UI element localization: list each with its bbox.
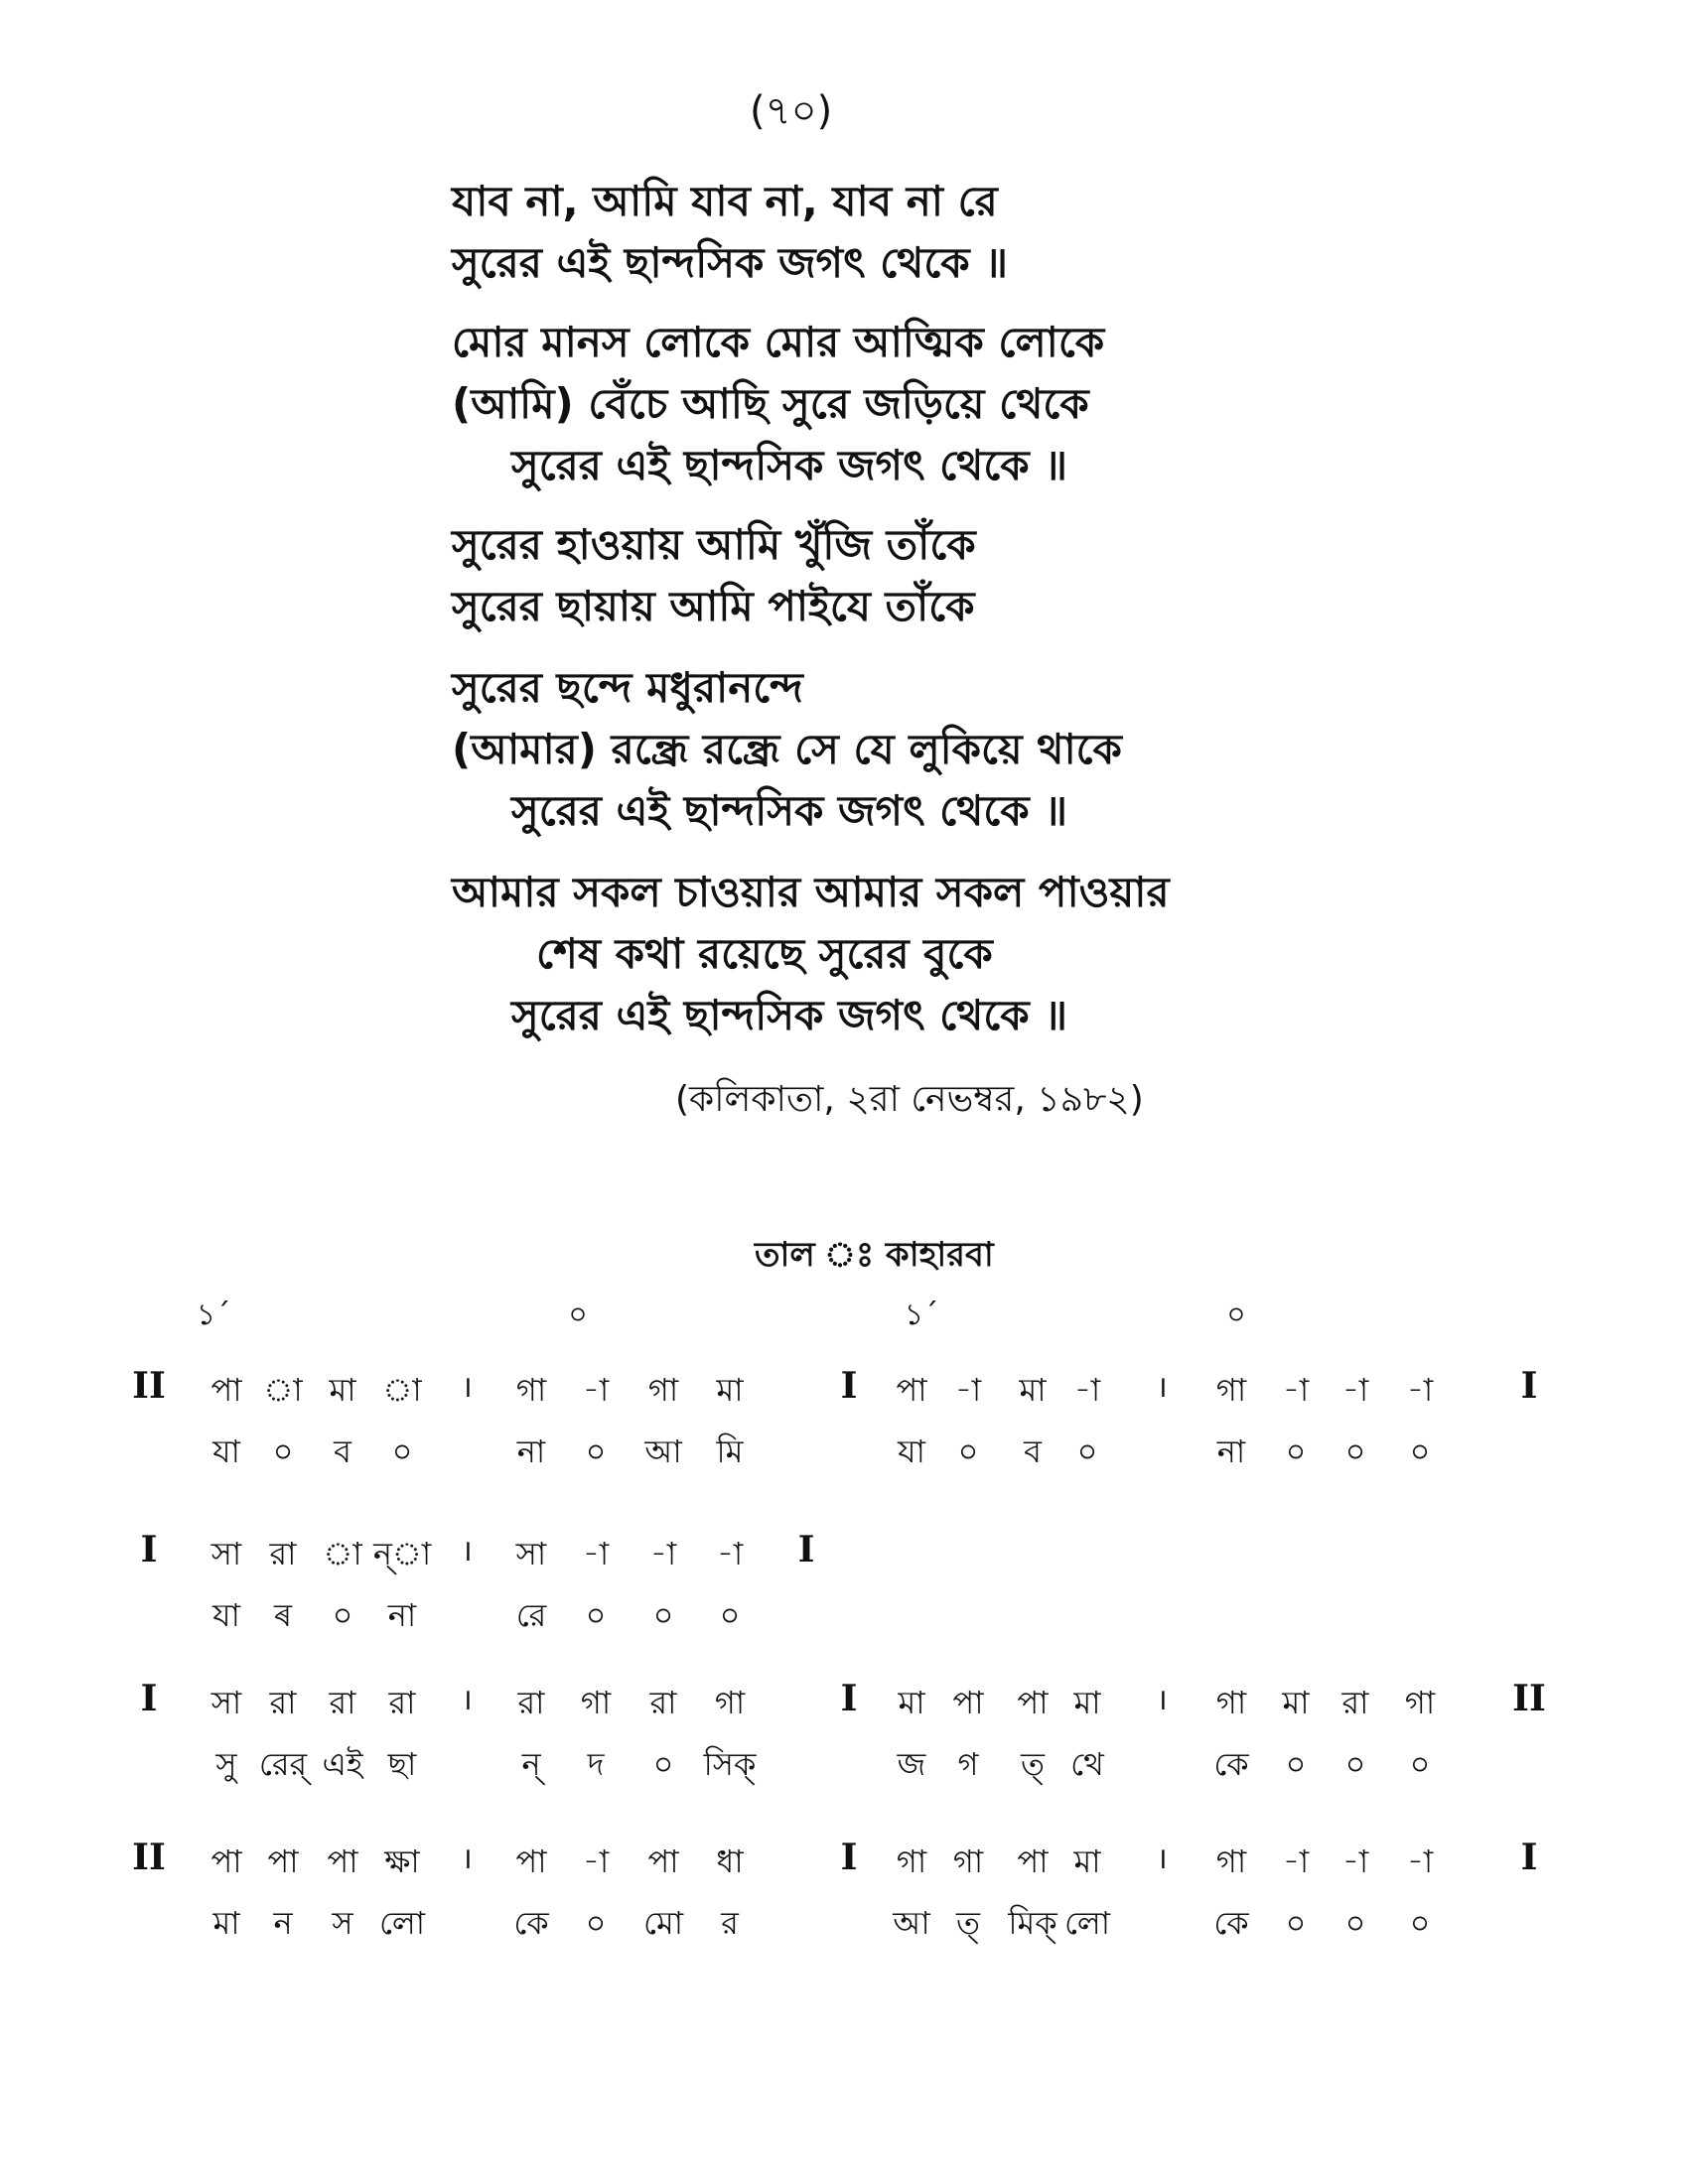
syllable: মা — [212, 1904, 240, 1942]
lyrics-line: সুরের এই ছান্দসিক জগৎ থেকে ॥ — [511, 441, 1068, 489]
swara-note: া — [382, 1371, 422, 1409]
syllable: ৰ — [273, 1596, 293, 1634]
swara-note: সা — [515, 1535, 547, 1572]
section-bar-mark: I — [1520, 1365, 1538, 1407]
lyrics-line: সুরের ছায়ায় আমি পাইযে তাঁকে — [452, 582, 975, 630]
syllable: ন্ — [521, 1745, 541, 1783]
composition-date: (কলিকাতা, ২রা নেভম্বর, ১৯৮২) — [675, 1079, 1144, 1120]
syllable: লো — [1063, 1904, 1111, 1942]
beat-separator: । — [1156, 1683, 1168, 1717]
swara-note: পা — [515, 1843, 547, 1880]
swara-note: রা — [269, 1535, 297, 1572]
swara-note: মা — [329, 1371, 356, 1409]
swara-note: -া — [716, 1535, 744, 1572]
notation-swara-row — [0, 1678, 1688, 1747]
swara-note: রা — [388, 1684, 416, 1721]
lyrics-line: সুরের হাওয়ায় আমি খুঁজি তাঁকে — [452, 520, 976, 569]
swara-note: রা — [1341, 1684, 1369, 1721]
swara-note: পা — [211, 1371, 242, 1409]
swara-note: পা — [211, 1843, 242, 1880]
syllable: মো — [642, 1904, 684, 1942]
swara-note: গা — [647, 1371, 679, 1409]
syllable: ব — [1024, 1433, 1042, 1470]
syllable: রে — [515, 1596, 547, 1634]
section-bar-mark: I — [797, 1529, 815, 1570]
beat-separator: । — [461, 1370, 473, 1405]
swara-note: পা — [1017, 1843, 1049, 1880]
syllable: ০ — [1076, 1433, 1098, 1470]
swara-note: পা — [896, 1371, 927, 1409]
section-bar-mark: I — [840, 1365, 858, 1407]
section-bar-mark: I — [140, 1678, 158, 1719]
swara-note: মা — [1073, 1843, 1101, 1880]
syllable: ০ — [1285, 1904, 1307, 1942]
lyrics-line: যাব না, আমি যাব না, যাব না রে — [452, 177, 998, 225]
syllable: ত্ — [1020, 1745, 1046, 1783]
swara-note: রা — [329, 1684, 356, 1721]
section-bar-mark: I — [840, 1837, 858, 1878]
swara-note: পা — [1017, 1684, 1049, 1721]
swara-note: -া — [649, 1535, 677, 1572]
syllable: স — [332, 1904, 353, 1942]
swara-note: মা — [1282, 1684, 1310, 1721]
swara-note: মা — [1073, 1684, 1101, 1721]
beat-separator: । — [461, 1842, 473, 1876]
syllable: গ — [957, 1745, 979, 1783]
lyrics-line: আমার সকল চাওয়ার আমার সকল পাওয়ার — [452, 868, 1170, 916]
swara-note: ধা — [716, 1843, 744, 1880]
syllable: রের্ — [258, 1745, 308, 1783]
swara-note: -া — [582, 1535, 610, 1572]
syllable: ০ — [585, 1904, 607, 1942]
syllable: মি — [716, 1433, 744, 1470]
swara-note: পা — [267, 1843, 299, 1880]
notation-lyric-row — [0, 1739, 1688, 1809]
page-number: (৭০) — [750, 88, 833, 134]
syllable: ০ — [652, 1745, 674, 1783]
swara-note: -া — [582, 1843, 610, 1880]
beat-marker-row — [0, 1291, 1688, 1360]
syllable: না — [387, 1596, 417, 1634]
syllable: না — [1216, 1433, 1246, 1470]
notation-lyric-row — [0, 1427, 1688, 1496]
syllable: কে — [513, 1904, 549, 1942]
section-bar-mark: I — [840, 1678, 858, 1719]
swara-note: গা — [1215, 1684, 1247, 1721]
syllable: লো — [378, 1904, 426, 1942]
beat-marker: ০ — [568, 1297, 588, 1332]
syllable: ০ — [1344, 1433, 1366, 1470]
syllable: ০ — [1285, 1433, 1307, 1470]
swara-note: রা — [649, 1684, 677, 1721]
beat-separator: । — [461, 1683, 473, 1717]
lyrics-line: সুরের এই ছান্দসিক জগৎ থেকে ॥ — [452, 238, 1009, 287]
lyrics-line: (আমি) বেঁচে আছি সুরে জড়িয়ে থেকে — [452, 379, 1089, 428]
syllable: ০ — [1409, 1745, 1431, 1783]
section-bar-mark: I — [140, 1529, 158, 1570]
beat-separator: । — [1156, 1370, 1168, 1405]
swara-note: মা — [898, 1684, 925, 1721]
lyrics-line: সুরের এই ছান্দসিক জগৎ থেকে ॥ — [511, 786, 1068, 835]
swara-note: -া — [1341, 1371, 1369, 1409]
swara-note: ক্ষা — [384, 1843, 420, 1880]
section-bar-mark: I — [1520, 1837, 1538, 1878]
syllable: ০ — [1409, 1904, 1431, 1942]
syllable: ব — [334, 1433, 352, 1470]
swara-note: পা — [647, 1843, 679, 1880]
syllable: কে — [1213, 1904, 1249, 1942]
syllable: ছা — [387, 1745, 417, 1783]
syllable: ০ — [719, 1596, 741, 1634]
swara-note: -া — [954, 1371, 982, 1409]
syllable: কে — [1213, 1745, 1249, 1783]
syllable: ০ — [1409, 1433, 1431, 1470]
double-bar-mark: II — [1512, 1678, 1546, 1719]
syllable: ত্ — [955, 1904, 981, 1942]
syllable: দ — [587, 1745, 605, 1783]
swara-note: রা — [517, 1684, 545, 1721]
syllable: মিক্ — [1008, 1904, 1057, 1942]
swara-note: গা — [952, 1843, 984, 1880]
syllable: সিক্ — [703, 1745, 757, 1783]
syllable: থে — [1070, 1745, 1104, 1783]
swara-note: পা — [952, 1684, 984, 1721]
syllable: যা — [212, 1433, 240, 1470]
swara-note: গা — [580, 1684, 612, 1721]
notation-swara-row — [0, 1529, 1688, 1598]
notation-swara-row — [0, 1837, 1688, 1906]
beat-marker: ১´ — [196, 1297, 231, 1332]
swara-note: গা — [1215, 1371, 1247, 1409]
swara-note: -া — [1282, 1371, 1310, 1409]
swara-note: -া — [1073, 1371, 1101, 1409]
syllable: যা — [898, 1433, 925, 1470]
syllable: আ — [893, 1904, 930, 1942]
swara-note: -া — [582, 1371, 610, 1409]
syllable: ন — [273, 1904, 293, 1942]
syllable: এই — [322, 1745, 363, 1783]
beat-separator: । — [461, 1534, 473, 1569]
lyrics-line: সুরের ছন্দে মধুরানন্দে — [452, 663, 803, 712]
syllable: ০ — [391, 1433, 413, 1470]
swara-note: মা — [716, 1371, 744, 1409]
syllable: ০ — [1285, 1745, 1307, 1783]
swara-note: া — [323, 1535, 362, 1572]
swara-note: -া — [1406, 1371, 1434, 1409]
swara-note: সা — [211, 1684, 242, 1721]
double-bar-mark: II — [132, 1365, 166, 1407]
swara-note: গা — [896, 1843, 927, 1880]
swara-note: গা — [714, 1684, 746, 1721]
lyrics-line: (আমার) রন্ধ্রে রন্ধ্রে সে যে লুকিয়ে থাকে — [452, 725, 1122, 773]
swara-note: সা — [211, 1535, 242, 1572]
syllable: ০ — [652, 1596, 674, 1634]
lyrics-line: শেষ কথা রয়েছে সুরের বুকে — [536, 929, 993, 978]
syllable: ০ — [332, 1596, 353, 1634]
notation-swara-row — [0, 1365, 1688, 1434]
syllable: ০ — [272, 1433, 294, 1470]
swara-note: া — [263, 1371, 303, 1409]
syllable: ০ — [585, 1433, 607, 1470]
syllable: সু — [215, 1745, 237, 1783]
notation-lyric-row — [0, 1898, 1688, 1968]
swara-note: -া — [1341, 1843, 1369, 1880]
swara-note: গা — [1404, 1684, 1436, 1721]
swara-note: -া — [1406, 1843, 1434, 1880]
syllable: না — [516, 1433, 546, 1470]
swara-note: -া — [1282, 1843, 1310, 1880]
beat-marker: ০ — [1226, 1297, 1246, 1332]
syllable: আ — [644, 1433, 682, 1470]
syllable: ০ — [1344, 1904, 1366, 1942]
swara-note: গা — [515, 1371, 547, 1409]
notation-lyric-row — [0, 1590, 1688, 1660]
swara-note: মা — [1019, 1371, 1047, 1409]
lyrics-line: মোর মানস লোকে মোর আত্মিক লোকে — [452, 318, 1105, 366]
syllable: জ — [897, 1745, 926, 1783]
syllable: ০ — [1344, 1745, 1366, 1783]
beat-marker: ১´ — [904, 1297, 939, 1332]
beat-separator: । — [1156, 1842, 1168, 1876]
swara-note: রা — [269, 1684, 297, 1721]
syllable: ০ — [585, 1596, 607, 1634]
syllable: র — [721, 1904, 739, 1942]
lyrics-line: সুরের এই ছান্দসিক জগৎ থেকে ॥ — [511, 991, 1068, 1039]
swara-note: গা — [1215, 1843, 1247, 1880]
taal-heading: তাল ঃ কাহারবা — [755, 1235, 994, 1275]
swara-note: পা — [327, 1843, 358, 1880]
double-bar-mark: II — [132, 1837, 166, 1878]
syllable: ০ — [957, 1433, 979, 1470]
swara-note: ন্া — [372, 1535, 432, 1572]
syllable: যা — [212, 1596, 240, 1634]
